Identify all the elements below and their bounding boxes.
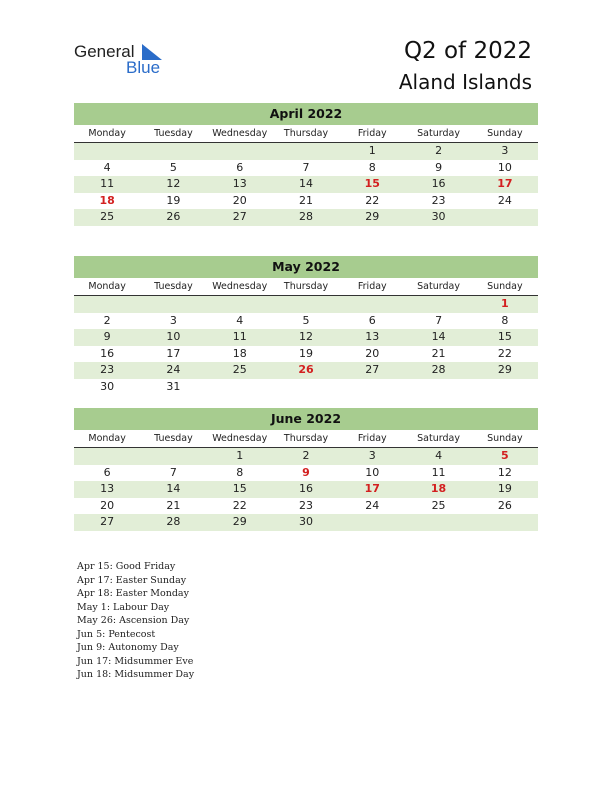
holiday-note: Jun 17: Midsummer Eve — [77, 655, 194, 667]
date-cell: 10 — [166, 330, 181, 344]
holiday-note: Jun 18: Midsummer Day — [77, 669, 195, 680]
date-cell — [207, 296, 273, 313]
date-cell: 29 — [365, 210, 380, 224]
date-cell: 8 — [501, 313, 509, 327]
holiday-date-cell: 18 — [99, 193, 115, 207]
date-cell — [339, 514, 405, 531]
date-cell: 6 — [103, 465, 111, 479]
date-cell: 16 — [298, 482, 313, 496]
date-cell: 23 — [100, 363, 115, 377]
week-row — [74, 481, 538, 498]
date-cell: 6 — [236, 160, 244, 174]
date-cell — [74, 296, 140, 313]
holiday-date-cell: 5 — [501, 449, 509, 462]
holiday-note: Jun 9: Autonomy Day — [77, 642, 179, 653]
holiday-date-cell: 18 — [430, 482, 447, 496]
date-cell: 7 — [302, 160, 310, 174]
date-cell: 31 — [166, 379, 181, 393]
date-cell: 20 — [100, 498, 115, 512]
week-row — [74, 209, 538, 226]
date-cell: 24 — [497, 193, 512, 207]
weekday-label: Sunday — [487, 128, 523, 139]
logo-text-blue: Blue — [126, 58, 161, 77]
date-cell: 1 — [368, 144, 376, 157]
date-cell: 23 — [431, 193, 446, 207]
date-cell: 10 — [497, 160, 512, 174]
date-cell: 21 — [166, 498, 181, 512]
holiday-date-cell: 17 — [364, 482, 380, 496]
date-cell — [140, 448, 206, 465]
weekday-label: Saturday — [417, 128, 460, 139]
date-cell — [74, 143, 140, 160]
date-cell: 7 — [435, 313, 443, 327]
date-cell: 18 — [232, 346, 247, 360]
weekday-label: Wednesday — [212, 128, 268, 139]
date-cell: 17 — [166, 346, 181, 360]
date-cell — [273, 379, 339, 396]
weekday-label: Tuesday — [154, 433, 193, 444]
week-row — [74, 313, 538, 330]
page-title: Q2 of 2022 — [403, 38, 532, 64]
date-cell: 27 — [232, 210, 247, 224]
date-cell — [472, 514, 538, 531]
weekday-label: Wednesday — [212, 281, 268, 292]
date-cell: 26 — [166, 210, 181, 224]
weekday-label: Monday — [88, 128, 126, 139]
date-cell: 3 — [169, 313, 177, 327]
date-cell — [140, 143, 206, 160]
date-cell: 2 — [103, 313, 111, 327]
date-cell: 29 — [232, 515, 247, 529]
date-cell: 2 — [302, 449, 310, 462]
date-cell: 30 — [431, 210, 446, 224]
date-cell: 25 — [431, 498, 446, 512]
date-cell: 12 — [298, 330, 313, 344]
holiday-date-cell: 26 — [298, 363, 314, 377]
weekday-label: Sunday — [487, 281, 523, 292]
week-row — [74, 448, 538, 465]
date-cell: 16 — [100, 346, 115, 360]
date-cell: 8 — [368, 160, 376, 174]
date-cell: 12 — [497, 465, 512, 479]
date-cell: 26 — [497, 498, 512, 512]
date-cell: 14 — [431, 330, 446, 344]
date-cell — [339, 296, 405, 313]
date-cell: 19 — [298, 346, 313, 360]
holiday-date-cell: 17 — [497, 177, 513, 191]
date-cell: 13 — [365, 330, 380, 344]
page-subtitle: Aland Islands — [398, 70, 532, 94]
date-cell: 9 — [103, 330, 111, 344]
week-row — [74, 498, 538, 515]
weekday-label: Sunday — [487, 433, 523, 444]
month-may — [74, 256, 538, 396]
date-cell — [472, 209, 538, 226]
holiday-note: Apr 15: Good Friday — [77, 561, 176, 572]
date-cell: 1 — [236, 449, 244, 462]
weekday-header-row — [74, 430, 538, 448]
date-cell: 20 — [232, 193, 247, 207]
week-row — [74, 176, 538, 193]
date-cell: 24 — [166, 363, 181, 377]
date-cell: 13 — [232, 177, 247, 191]
date-cell: 13 — [100, 482, 115, 496]
date-cell: 16 — [431, 177, 446, 191]
weekday-label: Wednesday — [212, 433, 268, 444]
date-cell: 27 — [365, 363, 380, 377]
date-cell: 6 — [368, 313, 376, 327]
date-cell: 3 — [501, 144, 509, 157]
date-cell: 30 — [100, 379, 115, 393]
week-row — [74, 329, 538, 346]
logo-text-general: General — [74, 42, 135, 61]
date-cell — [207, 143, 273, 160]
date-cell: 19 — [166, 193, 181, 207]
date-cell: 7 — [169, 465, 177, 479]
date-cell: 23 — [298, 498, 313, 512]
date-cell: 11 — [431, 465, 446, 479]
date-cell: 24 — [365, 498, 380, 512]
week-row — [74, 514, 538, 531]
date-cell — [207, 379, 273, 396]
date-cell — [273, 143, 339, 160]
date-cell: 21 — [298, 193, 313, 207]
weekday-label: Thursday — [283, 433, 329, 444]
weekday-label: Monday — [88, 433, 126, 444]
date-cell: 10 — [365, 465, 380, 479]
week-row — [74, 346, 538, 363]
date-cell: 28 — [298, 210, 313, 224]
week-row — [74, 465, 538, 482]
weekday-label: Thursday — [283, 128, 329, 139]
month-title: April 2022 — [74, 103, 538, 125]
weekday-label: Friday — [357, 128, 387, 139]
date-cell — [405, 379, 471, 396]
date-cell: 22 — [365, 193, 380, 207]
holiday-note: Apr 18: Easter Monday — [77, 588, 189, 599]
date-cell — [339, 379, 405, 396]
month-june — [74, 408, 538, 531]
date-cell: 11 — [100, 177, 115, 191]
month-april — [74, 103, 538, 226]
date-cell: 11 — [232, 330, 247, 344]
weekday-header-row — [74, 125, 538, 143]
date-cell: 12 — [166, 177, 181, 191]
date-cell: 14 — [298, 177, 313, 191]
weekday-label: Tuesday — [154, 128, 193, 139]
date-cell: 14 — [166, 482, 181, 496]
date-cell: 2 — [435, 144, 443, 157]
date-cell: 30 — [298, 515, 313, 529]
date-cell: 19 — [497, 482, 512, 496]
weekday-header-row — [74, 278, 538, 296]
date-cell: 8 — [236, 465, 244, 479]
date-cell — [472, 379, 538, 396]
date-cell — [140, 296, 206, 313]
date-cell: 5 — [169, 160, 177, 174]
date-cell: 9 — [435, 160, 443, 174]
week-row — [74, 296, 538, 313]
date-cell: 3 — [368, 449, 376, 462]
holiday-note: Jun 5: Pentecost — [77, 628, 156, 640]
month-title: May 2022 — [74, 256, 538, 278]
date-cell: 4 — [236, 313, 244, 327]
date-cell: 15 — [232, 482, 247, 496]
date-cell: 25 — [100, 210, 115, 224]
week-row — [74, 193, 538, 210]
week-row — [74, 160, 538, 177]
holiday-date-cell: 15 — [364, 177, 380, 191]
date-cell: 29 — [497, 363, 512, 377]
date-cell: 28 — [166, 515, 181, 529]
holiday-note: May 1: Labour Day — [77, 601, 170, 613]
date-cell: 21 — [431, 346, 446, 360]
date-cell — [273, 296, 339, 313]
date-cell — [405, 514, 471, 531]
date-cell: 22 — [497, 346, 512, 360]
date-cell: 5 — [302, 313, 310, 327]
month-title: June 2022 — [74, 408, 538, 430]
weekday-label: Thursday — [283, 281, 329, 292]
week-row — [74, 362, 538, 379]
date-cell: 25 — [232, 363, 247, 377]
weekday-label: Monday — [88, 281, 126, 292]
week-row — [74, 143, 538, 160]
weekday-label: Friday — [357, 433, 387, 444]
date-cell: 4 — [435, 449, 443, 462]
date-cell — [74, 448, 140, 465]
date-cell: 20 — [365, 346, 380, 360]
holiday-date-cell: 9 — [302, 465, 310, 479]
holiday-note: May 26: Ascension Day — [77, 615, 190, 626]
weekday-label: Tuesday — [154, 281, 193, 292]
brand-logo — [74, 42, 184, 78]
date-cell: 27 — [100, 515, 115, 529]
date-cell: 4 — [103, 160, 111, 174]
weekday-label: Saturday — [417, 433, 460, 444]
date-cell: 15 — [497, 330, 512, 344]
holiday-note: Apr 17: Easter Sunday — [77, 574, 187, 586]
weekday-label: Saturday — [417, 281, 460, 292]
date-cell: 22 — [232, 498, 247, 512]
holiday-list — [77, 560, 194, 682]
holiday-date-cell: 1 — [501, 297, 509, 310]
weekday-label: Friday — [357, 281, 387, 292]
date-cell — [405, 296, 471, 313]
date-cell: 28 — [431, 363, 446, 377]
week-row — [74, 379, 538, 396]
